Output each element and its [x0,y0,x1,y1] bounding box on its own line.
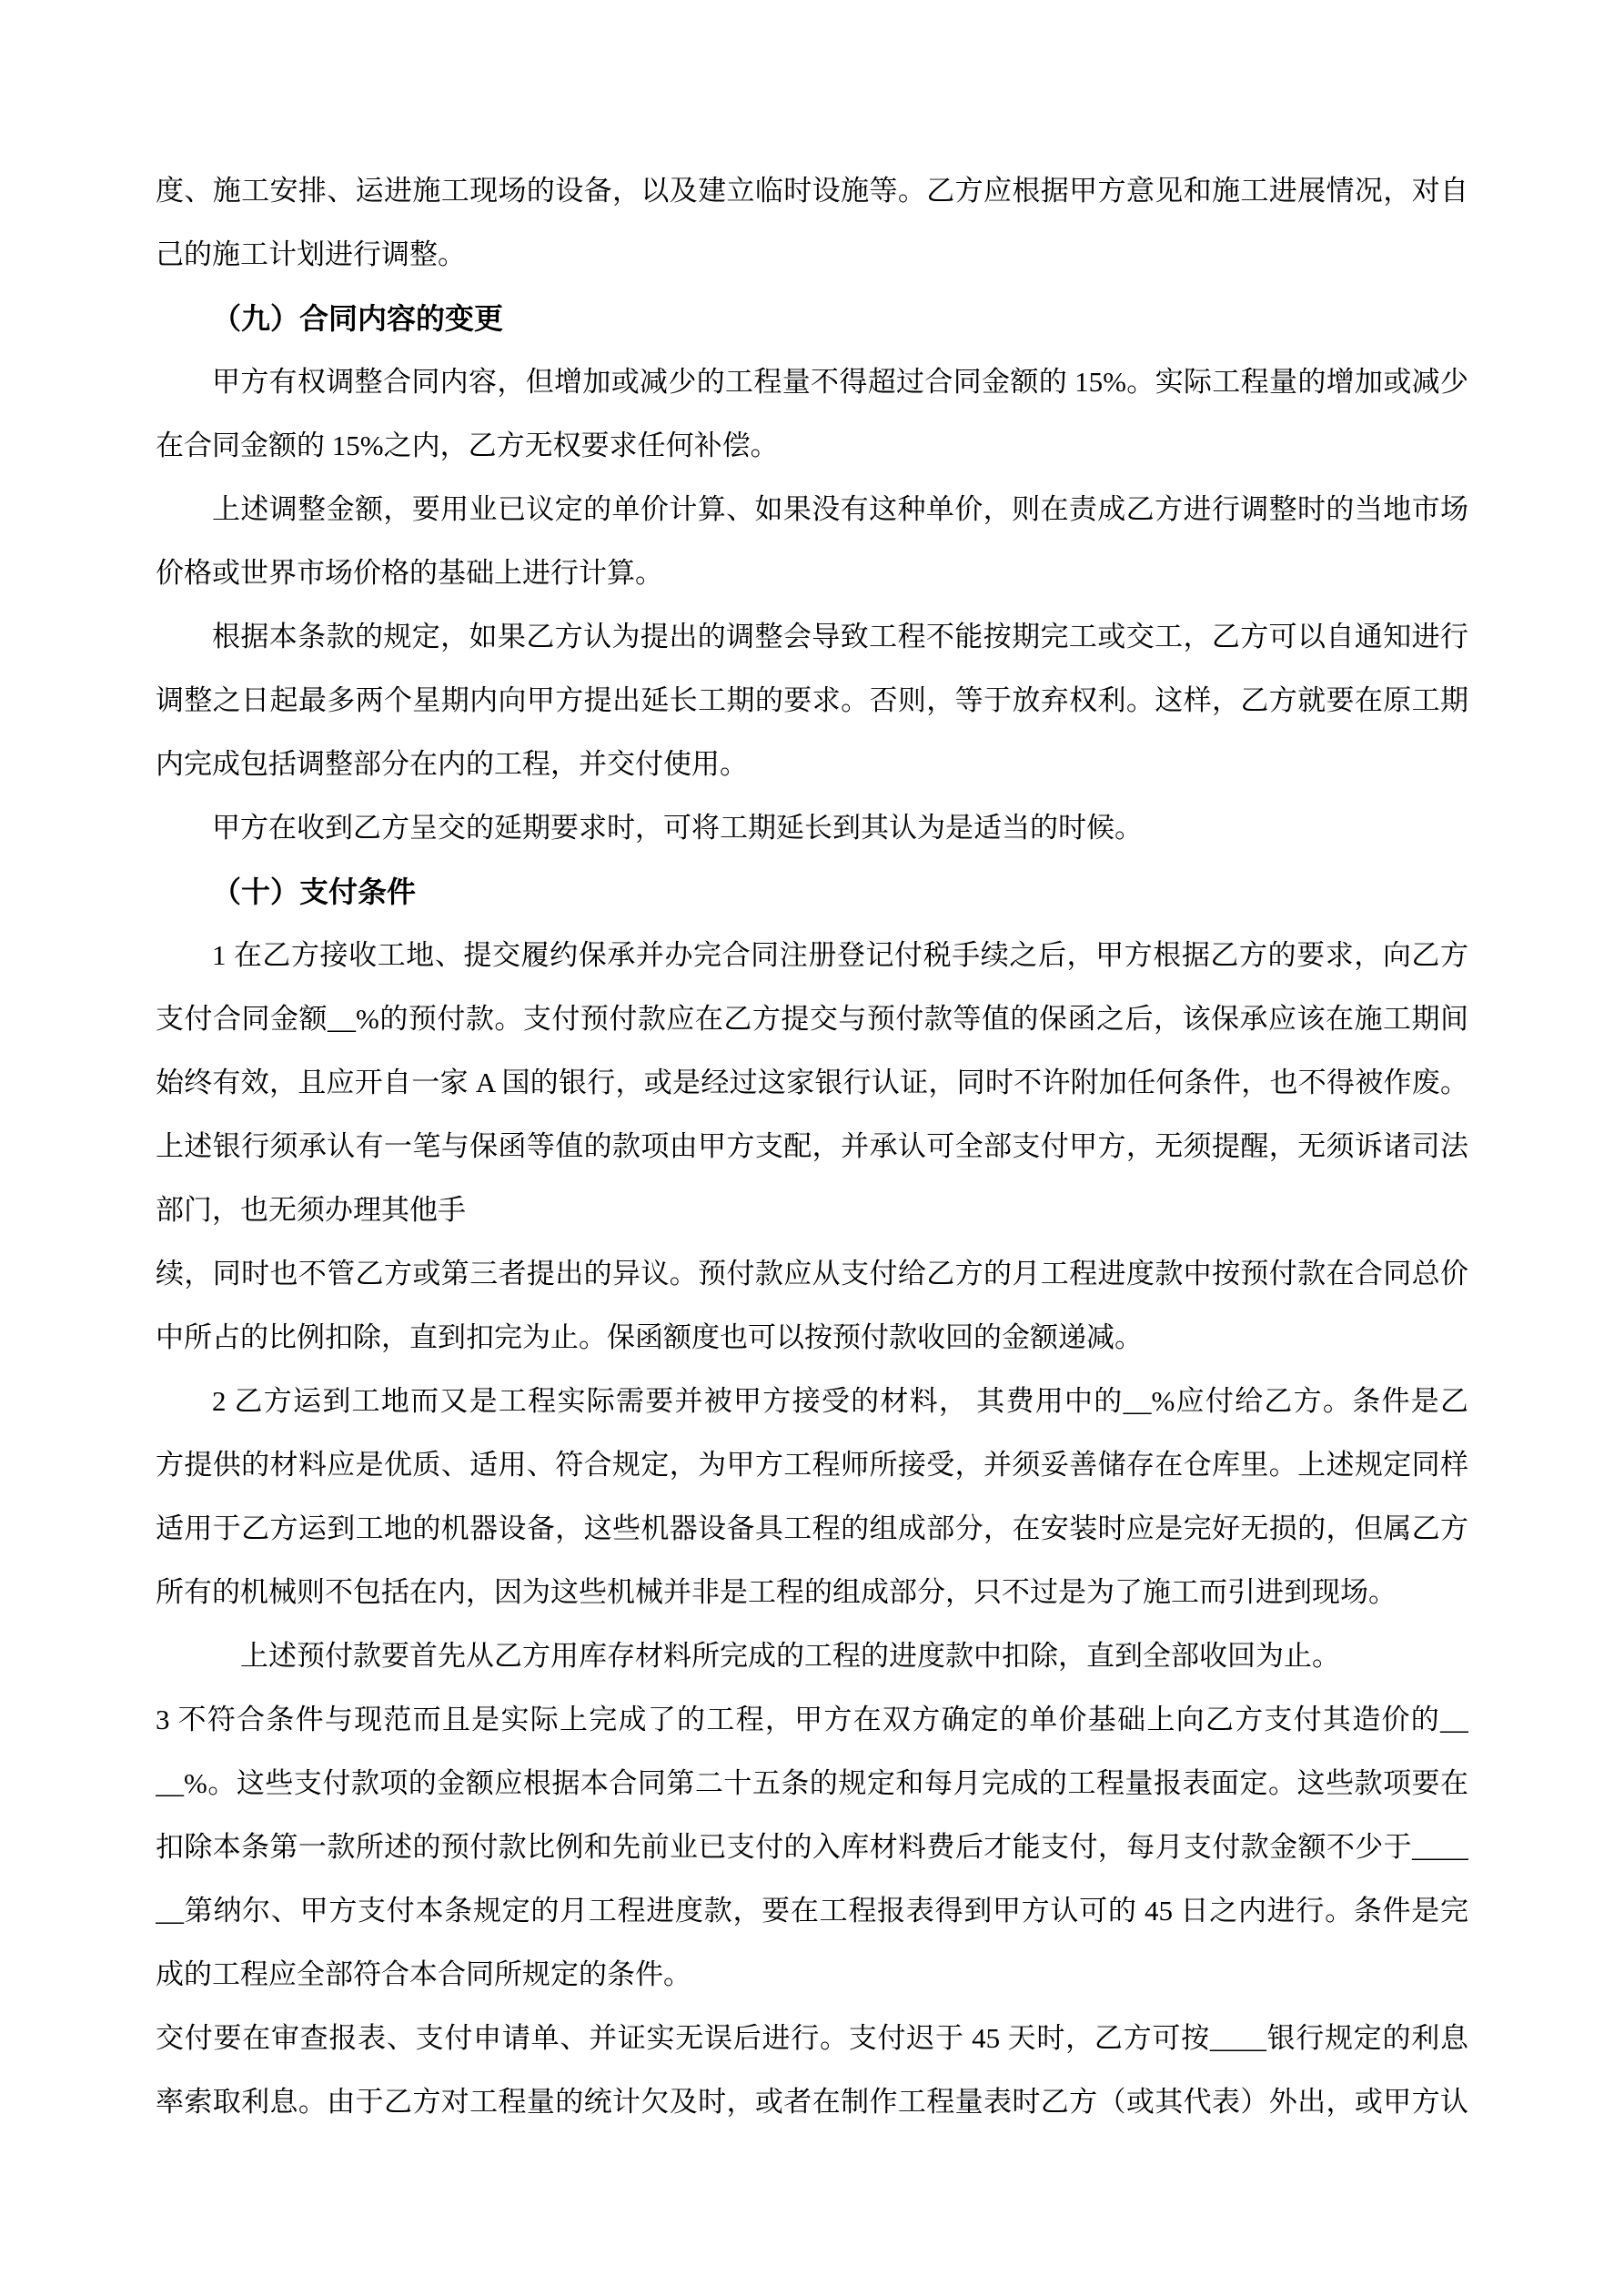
body-line: 内完成包括调整部分在内的工程，并交付使用。 [156,748,748,780]
body-line: 成的工程应全部符合本合同所规定的条件。 [156,1958,691,1990]
body-line: 部门，也无须办理其他手 [156,1194,466,1226]
body-line: 上述银行须承认有一笔与保函等值的款项由甲方支配，并承认可全部支付甲方，无须提醒，无须诉诸司法 [156,1130,1468,1162]
body-line: 扣除本条第一款所述的预付款比例和先前业已支付的入库材料费后才能支付，每月支付款金额不少于____ [156,1831,1468,1863]
body-line-item-1: 1 在乙方接收工地、提交履约保承并办完合同注册登记付税手续之后，甲方根据乙方的要求，向乙方 [212,939,1468,971]
body-line-item-2: 2 乙方运到工地而又是工程实际需要并被甲方接受的材料， 其费用中的__%应付给乙方。条件是乙 [212,1385,1468,1417]
body-line: 始终有效，且应开自一家 A 国的银行，或是经过这家银行认证，同时不许附加任何条件，也不得被作废。 [156,1067,1468,1098]
body-line: 上述预付款要首先从乙方用库存材料所完成的工程的进度款中扣除，直到全部收回为止。 [240,1640,1340,1672]
body-line: 所有的机械则不包括在内，因为这些机械并非是工程的组成部分，只不过是为了施工而引进到现场。 [156,1576,1397,1608]
body-line: 率索取利息。由于乙方对工程量的统计欠及时，或者在制作工程量表时乙方（或其代表）外出，或甲方认 [156,2086,1468,2118]
body-line: 中所占的比例扣除，直到扣完为止。保函额度也可以按预付款收回的金额递减。 [156,1321,1143,1353]
body-line: 度、施工安排、运进施工现场的设备，以及建立临时设施等。乙方应根据甲方意见和施工进展情况，对自 [156,175,1468,207]
body-line: 甲方有权调整合同内容，但增加或减少的工程量不得超过合同金额的 15%。实际工程量的增加或减少 [212,366,1468,398]
body-line: 上述调整金额，要用业已议定的单价计算、如果没有这种单价，则在责成乙方进行调整时的当地市场 [212,493,1468,525]
body-line-item-3: 3 不符合条件与现范而且是实际上完成了的工程，甲方在双方确定的单价基础上向乙方支付其造价的__ [156,1704,1468,1735]
body-line: 调整之日起最多两个星期内向甲方提出延长工期的要求。否则，等于放弃权利。这样，乙方就要在原工期 [156,684,1468,716]
body-line: 交付要在审查报表、支付申请单、并证实无误后进行。支付迟于 45 天时，乙方可按____银行规定的利息 [156,2022,1468,2054]
body-line: __%。这些支付款项的金额应根据本合同第二十五条的规定和每月完成的工程量报表面定。这些款项要在 [156,1767,1468,1799]
body-line: 续，同时也不管乙方或第三者提出的异议。预付款应从支付给乙方的月工程进度款中按预付款在合同总价 [156,1258,1468,1290]
body-line: __第纳尔、甲方支付本条规定的月工程进度款，要在工程报表得到甲方认可的 45 日之内进行。条件是完 [156,1895,1468,1927]
section-heading-9: （九）合同内容的变更 [212,302,504,335]
body-line: 甲方在收到乙方呈交的延期要求时，可将工期延长到其认为是适当的时候。 [212,812,1143,844]
body-line: 根据本条款的规定，如果乙方认为提出的调整会导致工程不能按期完工或交工，乙方可以自通知进行 [212,621,1468,652]
body-line: 在合同金额的 15%之内，乙方无权要求任何补偿。 [156,430,779,461]
body-line: 支付合同金额__%的预付款。支付预付款应在乙方提交与预付款等值的保函之后，该保承应该在施工期间 [156,1003,1468,1035]
section-heading-10: （十）支付条件 [212,875,417,908]
body-line: 适用于乙方运到工地的机器设备，这些机器设备具工程的组成部分，在安装时应是完好无损的，但属乙方 [156,1512,1468,1544]
body-line: 方提供的材料应是优质、适用、符合规定，为甲方工程师所接受，并须妥善储存在仓库里。上述规定同样 [156,1449,1468,1481]
body-line: 价格或世界市场价格的基础上进行计算。 [156,557,663,589]
body-line: 己的施工计划进行调整。 [156,238,466,270]
